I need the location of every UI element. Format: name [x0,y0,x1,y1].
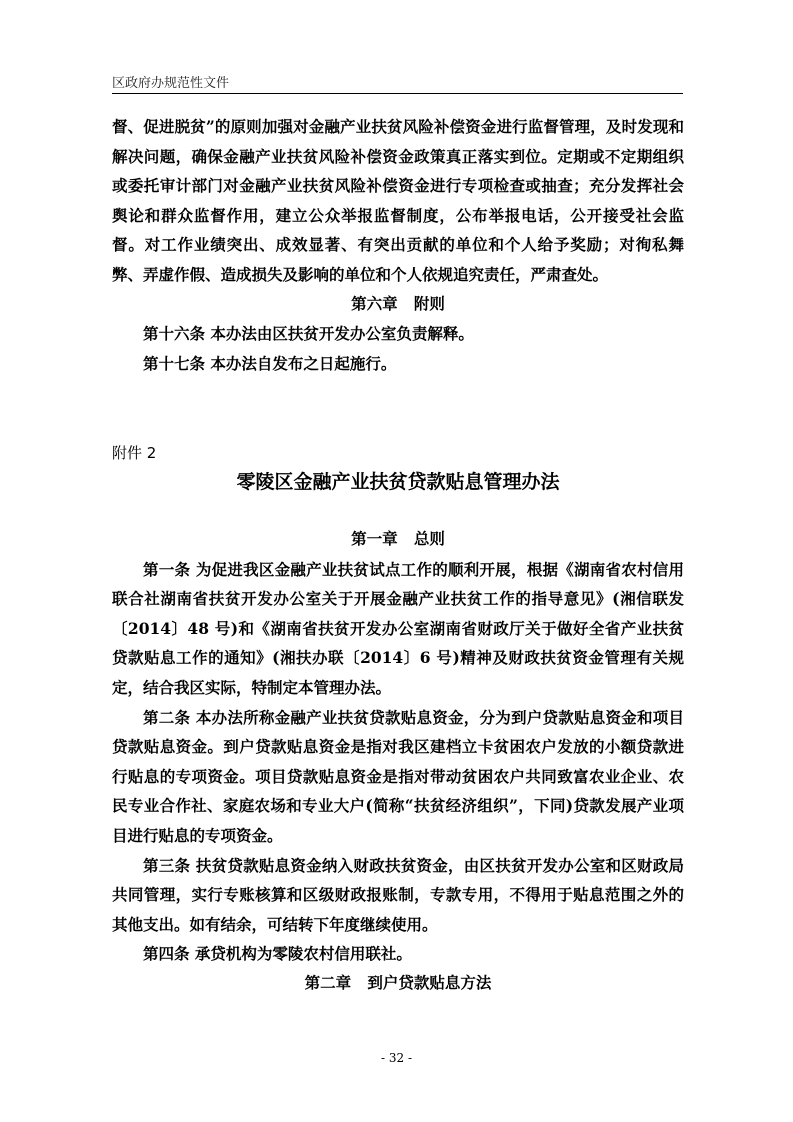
section-chapter5-end [112,112,684,378]
page-number: - 32 - [380,1051,412,1065]
running-header: 区政府办规范性文件 [112,76,230,91]
chapter-heading-1: 第一章 总则 [351,530,445,548]
attachment-label: 附件 2 [112,444,157,462]
document-title: 零陵区金融产业扶贫贷款贴息管理办法 [236,471,560,493]
article-2: 第二条 本办法所称金融产业扶贫贷款贴息资金，分为到户贷款贴息资金和项目贷款贴息资金。到户贷款贴息资金是指对我区建档立卡贫困农户发放的小额贷款进行贴息的专项资金。项目贷款贴息资金是指对带动贫困农户共同致富农业企业、农民专业合作社、家庭农场和专业大户(简称“扶贫经济组织”，下同)贷款发展产业项目进行贴息的专项资金。 [112,707,684,845]
article-1: 第一条 为促进我区金融产业扶贫试点工作的顺利开展，根据《湖南省农村信用联合社湖南省扶贫开发办公室关于开展金融产业扶贫工作的指导意见》(湘信联发〔2014〕48 号)和《湖南省扶贫开发办公室湖南省财政厅关于做好全省产业扶贫贷款贴息工作的通知》(湘扶办联〔2014〕6 号)精神及财政扶贫资金管理有关规定，结合我区实际，特制定本管理办法。 [112,559,684,697]
paragraph-supervision: 督、促进脱贫”的原则加强对金融产业扶贫风险补偿资金进行监督管理，及时发现和解决问题，确保金融产业扶贫风险补偿资金政策真正落实到位。定期或不定期组织或委托审计部门对金融产业扶贫风险补偿资金进行专项检查或抽查；充分发挥社会舆论和群众监督作用，建立公众举报监督制度，公布举报电话，公开接受社会监督。对工作业绩突出、成效显著、有突出贡献的单位和个人给予奖励；对徇私舞弊、弄虚作假、造成损失及影响的单位和个人依规追究责任，严肃查处。 [112,117,684,284]
chapter-heading-6: 第六章 附则 [351,294,445,313]
article-16: 第十六条 本办法由区扶贫开发办公室负责解释。 [143,324,474,344]
chapter-heading-2: 第二章 到户贷款贴息方法 [304,973,492,992]
article-3: 第三条 扶贫贷款贴息资金纳入财政扶贫资金，由区扶贫开发办公室和区财政局共同管理，实行专账核算和区级财政报账制，专款专用，不得用于贴息范围之外的其他支出。如有结余，可结转下年度继续使用。 [112,855,684,934]
header-divider [112,93,683,94]
section-attachment-body [112,525,684,999]
article-17: 第十七条 本办法自发布之日起施行。 [143,353,397,373]
article-4: 第四条 承贷机构为零陵农村信用联社。 [143,944,412,964]
